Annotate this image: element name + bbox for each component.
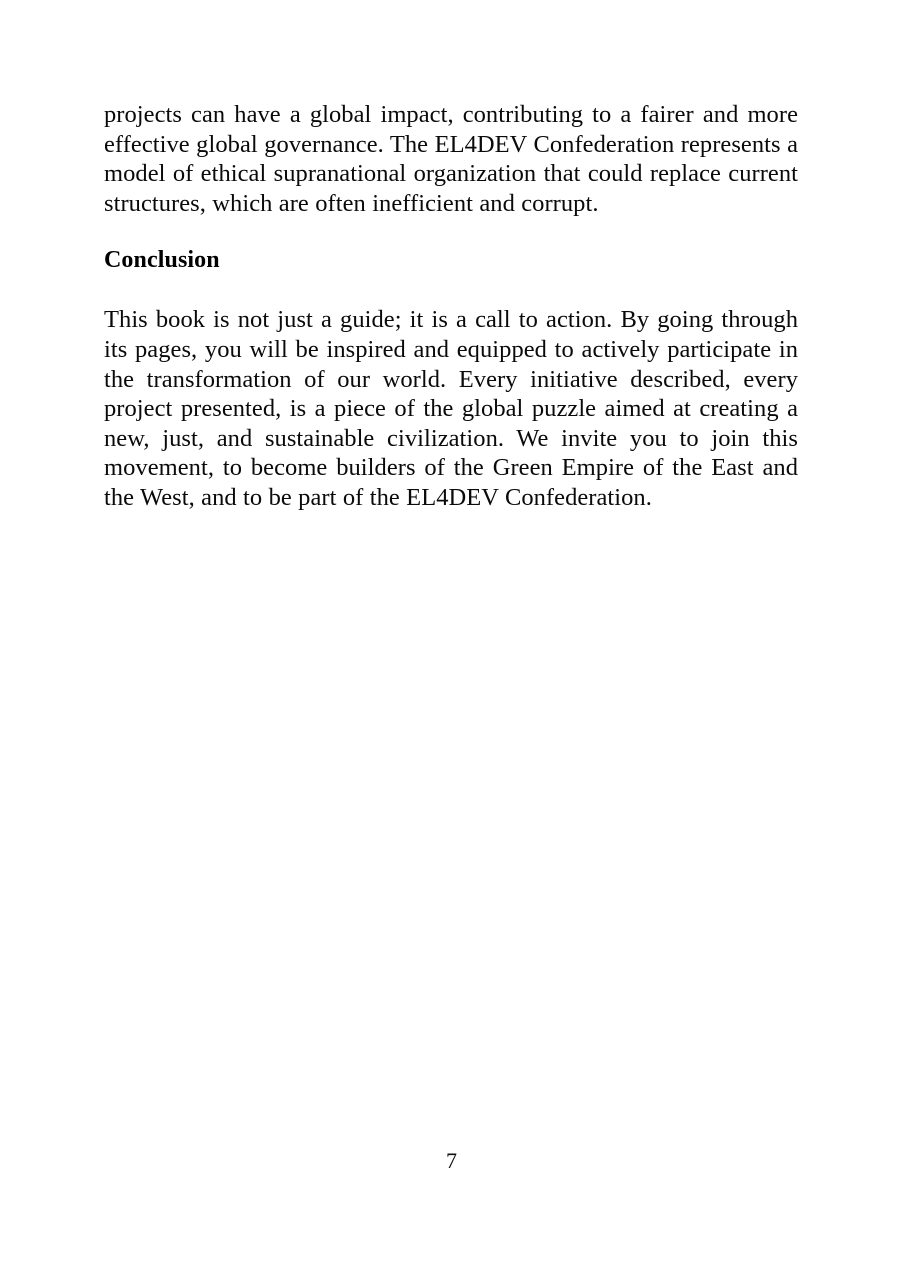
body-paragraph-continuation: projects can have a global impact, contributing to a fairer and more effective global governance. The EL4DEV Confederation represents a model of ethical supranational organization that could replace current structures, which are often inefficient and corrupt. [104, 101, 798, 217]
page-number: 7 [446, 1148, 457, 1173]
spacer-above-heading [104, 218, 798, 246]
spacer-below-heading [104, 275, 798, 305]
body-paragraph-conclusion: This book is not just a guide; it is a call to action. By going through its pages, you will be inspired and equipped to actively participate in the transformation of our world. Every initiative described, every project presented, is a piece of the global puzzle aimed at creating a new, just, and sustainable civilization. We invite you to join this movement, to become builders of the Green Empire of the East and the West, and to be part of the EL4DEV Confederation. [104, 306, 798, 511]
section-heading-conclusion: Conclusion [104, 247, 220, 274]
page-text-column [104, 100, 798, 513]
